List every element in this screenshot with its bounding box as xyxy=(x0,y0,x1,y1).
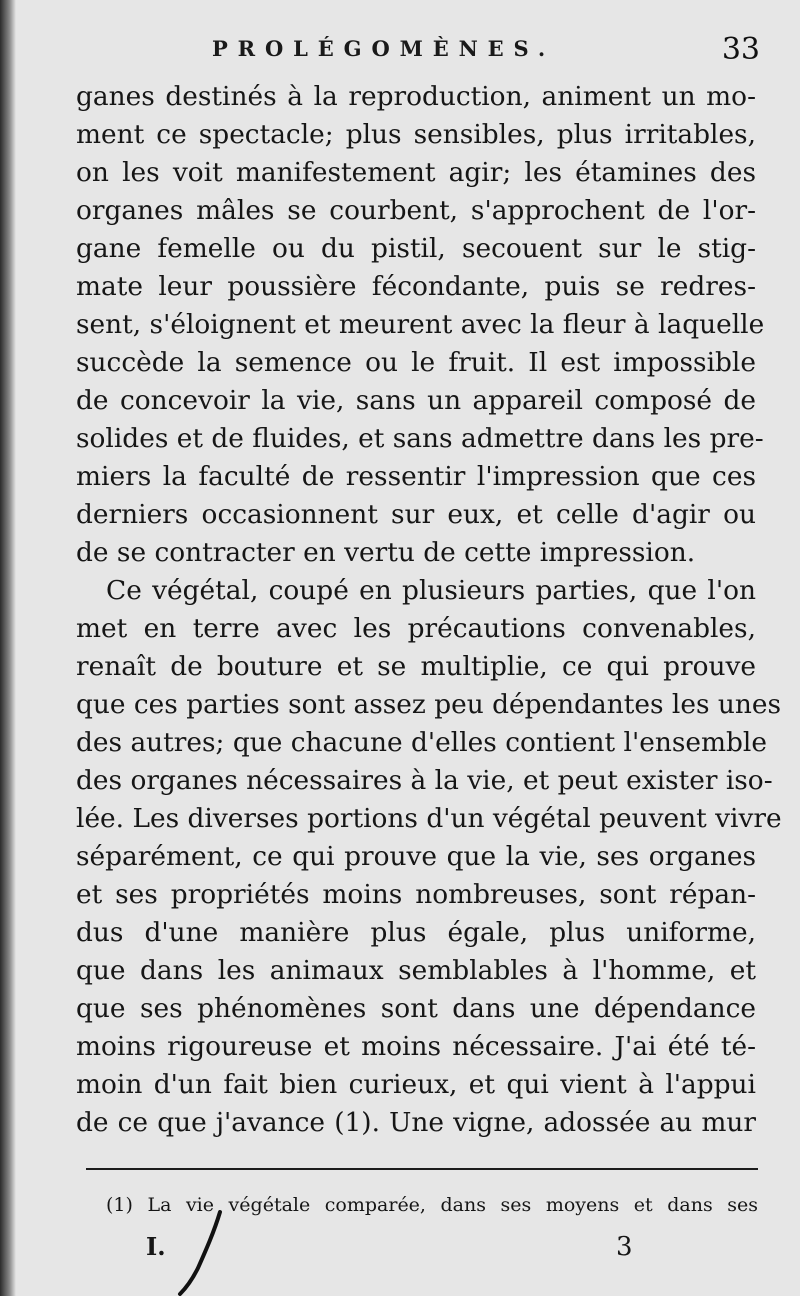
text-line: derniers occasionnent sur eux, et celle d'agir ou xyxy=(76,499,756,530)
text-line: mate leur poussière fécondante, puis se redres- xyxy=(76,271,756,302)
text-line: succède la semence ou le fruit. Il est impossible xyxy=(76,347,756,378)
text-line: gane femelle ou du pistil, secouent sur le stig- xyxy=(76,233,756,264)
text-line: et ses propriétés moins nombreuses, sont répan- xyxy=(76,879,756,910)
signature-mark: I. xyxy=(146,1232,166,1261)
text-line: que dans les animaux semblables à l'homme, et xyxy=(76,955,756,986)
text-line: ment ce spectacle; plus sensibles, plus irritables, xyxy=(76,119,756,150)
text-line: des organes nécessaires à la vie, et peut exister iso- xyxy=(76,765,773,796)
text-line: organes mâles se courbent, s'approchent de l'or- xyxy=(76,195,756,226)
signature-line xyxy=(0,1232,800,1268)
text-line: que ses phénomènes sont dans une dépendance xyxy=(76,993,756,1024)
text-line: on les voit manifestement agir; les étamines des xyxy=(76,157,756,188)
text-line: moin d'un fait bien curieux, et qui vient à l'appui xyxy=(76,1069,756,1100)
text-line: des autres; que chacune d'elles contient l'ensemble xyxy=(76,727,767,758)
text-line: renaît de bouture et se multiplie, ce qui prouve xyxy=(76,651,756,682)
text-line: de ce que j'avance (1). Une vigne, adossée au mur xyxy=(76,1107,756,1138)
text-line: lée. Les diverses portions d'un végétal peuvent vivre xyxy=(76,803,782,834)
text-line: sent, s'éloignent et meurent avec la fleur à laquelle xyxy=(76,309,765,340)
page-number: 33 xyxy=(721,32,760,67)
page-header xyxy=(0,32,800,72)
text-line: Ce végétal, coupé en plusieurs parties, que l'on xyxy=(106,575,756,606)
text-line: dus d'une manière plus égale, plus uniforme, xyxy=(76,917,756,948)
text-line: de se contracter en vertu de cette impression. xyxy=(76,537,696,568)
text-line: miers la faculté de ressentir l'impression que ces xyxy=(76,461,756,492)
text-line: que ces parties sont assez peu dépendantes les unes xyxy=(76,689,782,720)
text-line: met en terre avec les précautions convenables, xyxy=(76,613,756,644)
footnote-rule xyxy=(86,1168,758,1170)
text-line: moins rigoureuse et moins nécessaire. J'ai été té- xyxy=(76,1031,756,1062)
body-text xyxy=(76,78,782,1142)
text-line: séparément, ce qui prouve que la vie, ses organes xyxy=(76,841,756,872)
text-line: solides et de fluides, et sans admettre dans les pre- xyxy=(76,423,764,454)
page-gutter-shadow xyxy=(0,0,16,1296)
footnote: (1) La vie végétale comparée, dans ses moyens et dans ses xyxy=(106,1194,758,1216)
gathering-number: 3 xyxy=(616,1232,633,1262)
running-head: PROLÉGOMÈNES. xyxy=(212,36,556,61)
text-line: ganes destinés à la reproduction, animent un mo- xyxy=(76,81,756,112)
text-line: de concevoir la vie, sans un appareil composé de xyxy=(76,385,756,416)
